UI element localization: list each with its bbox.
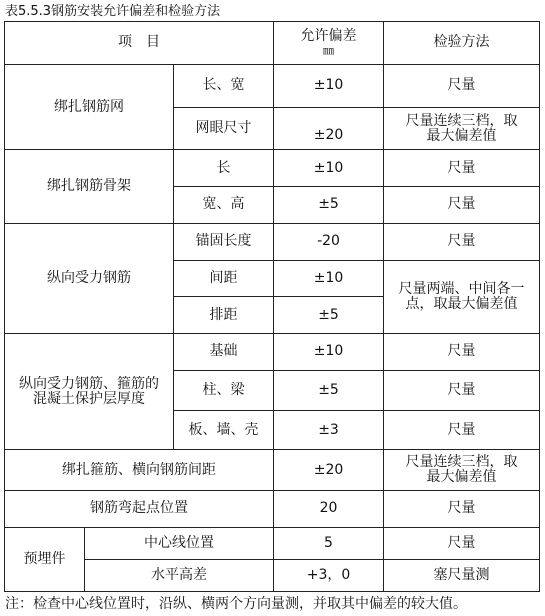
sub-item: 柱、梁 xyxy=(174,370,274,411)
table-row xyxy=(5,560,540,592)
tolerance-value: ±20 xyxy=(274,450,384,491)
header-tolerance-label: 允许偏差 xyxy=(300,27,357,44)
row-label-bend: 钢筋弯起点位置 xyxy=(5,490,274,527)
method-cell: 尺量 xyxy=(384,64,540,107)
tolerance-value: +3，0 xyxy=(274,560,384,592)
method-cell: 尺量 xyxy=(384,223,540,260)
method-cell: 尺量连续三档，取最大偏差值 xyxy=(384,450,540,491)
method-cell: 尺量 xyxy=(384,187,540,224)
sub-item: 宽、高 xyxy=(174,187,274,224)
sub-item: 网眼尺寸 xyxy=(174,107,274,150)
table-row xyxy=(5,150,540,187)
sub-item: 中心线位置 xyxy=(85,527,274,560)
method-cell: 尺量 xyxy=(384,411,540,450)
sub-item: 长、宽 xyxy=(174,64,274,107)
method-cell: 尺量 xyxy=(384,150,540,187)
tolerance-table xyxy=(4,21,540,592)
tolerance-value: -20 xyxy=(274,223,384,260)
tolerance-value: ±20 xyxy=(274,107,384,150)
table-row xyxy=(5,450,540,491)
row-label-spacing: 绑扎箍筋、横向钢筋间距 xyxy=(5,450,274,491)
method-cell: 尺量 xyxy=(384,527,540,560)
method-cell: 尺量 xyxy=(384,333,540,370)
tolerance-value: ±10 xyxy=(274,64,384,107)
method-cell: 尺量 xyxy=(384,370,540,411)
sub-item: 板、墙、壳 xyxy=(174,411,274,450)
tolerance-value: ±10 xyxy=(274,150,384,187)
method-cell: 尺量 xyxy=(384,490,540,527)
group-label-embedded: 预埋件 xyxy=(5,527,85,591)
sub-item: 基础 xyxy=(174,333,274,370)
header-method: 检验方法 xyxy=(384,22,540,65)
tolerance-value: ±10 xyxy=(274,333,384,370)
sub-item: 长 xyxy=(174,150,274,187)
tolerance-value: ±3 xyxy=(274,411,384,450)
sub-item: 水平高差 xyxy=(85,560,274,592)
method-cell: 塞尺量测 xyxy=(384,560,540,592)
group-label-cage: 绑扎钢筋骨架 xyxy=(5,150,174,223)
tolerance-value: ±5 xyxy=(274,370,384,411)
table-row xyxy=(5,223,540,260)
group-label-mesh: 绑扎钢筋网 xyxy=(5,64,174,150)
header-row xyxy=(5,22,540,65)
table-row xyxy=(5,527,540,560)
tolerance-value: 20 xyxy=(274,490,384,527)
group-label-cover xyxy=(5,333,174,449)
tolerance-value: ±10 xyxy=(274,260,384,297)
group-label-cover-line1: 纵向受力钢筋、箍筋的 xyxy=(19,375,159,392)
sub-item: 排距 xyxy=(174,297,274,334)
tolerance-value: ±5 xyxy=(274,187,384,224)
group-label-cover-line2: 混凝土保护层厚度 xyxy=(33,390,145,407)
table-row xyxy=(5,64,540,107)
method-cell-shared: 尺量两端、中间各一点，取最大偏差值 xyxy=(384,260,540,333)
group-label-long-bar: 纵向受力钢筋 xyxy=(5,223,174,333)
header-tolerance xyxy=(274,22,384,65)
tolerance-value: 5 xyxy=(274,527,384,560)
header-item: 项 目 xyxy=(5,22,274,65)
tolerance-value: ±5 xyxy=(274,297,384,334)
sub-item: 间距 xyxy=(174,260,274,297)
table-row xyxy=(5,333,540,370)
method-cell: 尺量连续三档，取最大偏差值 xyxy=(384,107,540,150)
table-title: 表5.5.3钢筋安装允许偏差和检验方法 xyxy=(5,4,221,19)
sub-item: 锚固长度 xyxy=(174,223,274,260)
table-note: 注：检查中心线位置时，沿纵、横两个方向量测，并取其中偏差的较大值。 xyxy=(5,596,467,612)
header-unit: ㎜ xyxy=(323,43,335,57)
table-row xyxy=(5,490,540,527)
